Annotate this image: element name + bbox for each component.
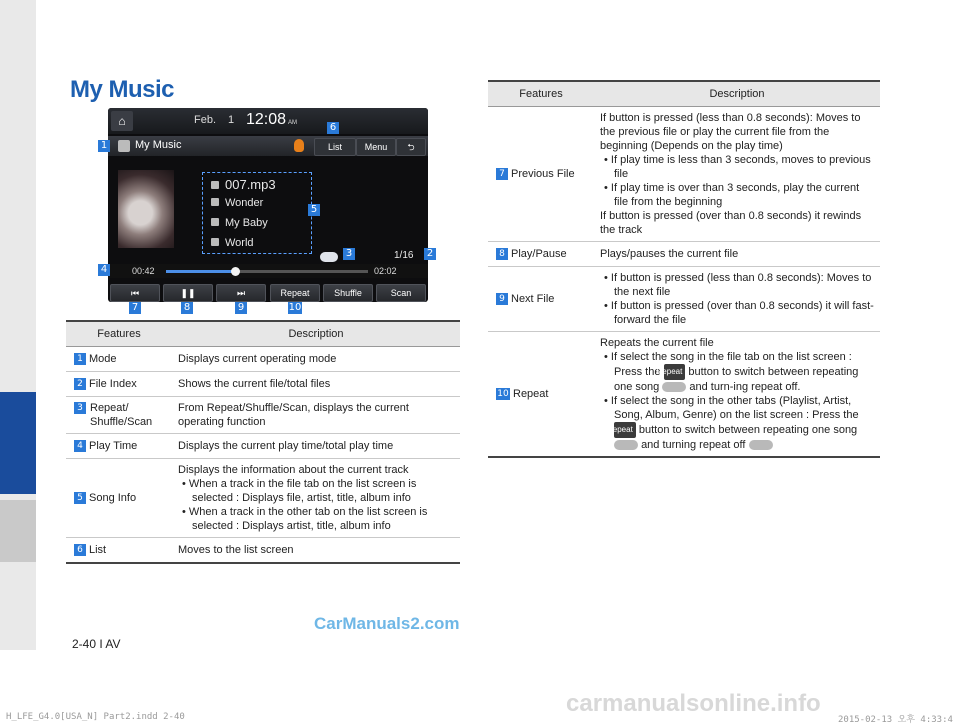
artist-icon bbox=[211, 198, 219, 206]
row-number: 6 bbox=[74, 544, 86, 556]
row-number: 9 bbox=[496, 293, 508, 305]
bullet-text: If select the song in the file tab on the list screen : Press the bbox=[610, 351, 852, 378]
feature-name: Repeat/ Shuffle/Scan bbox=[90, 402, 153, 428]
features-table-right bbox=[488, 80, 880, 458]
bullet-item: • When a track in the other tab on the list screen is selected : Displays artist, title, album info bbox=[182, 506, 428, 532]
callout-3: 3 bbox=[343, 248, 355, 260]
progress-knob[interactable] bbox=[231, 267, 240, 276]
note-icon bbox=[211, 181, 219, 189]
print-slug-right: 2015-02-13 오후 4:33:4 bbox=[838, 715, 953, 725]
bullet-text: If button is pressed (over than 0.8 seconds) it will fast-forward the file bbox=[610, 300, 874, 326]
bullet-item: • If play time is over than 3 seconds, play the current file from the beginning bbox=[604, 182, 860, 208]
repeat-off-icon bbox=[749, 440, 773, 450]
bullet-text: When a track in the other tab on the list screen is selected : Displays artist, title, album info bbox=[188, 506, 428, 532]
row-number: 1 bbox=[74, 353, 86, 365]
shuffle-status-icon bbox=[320, 252, 338, 262]
bullet-text: and turning repeat off bbox=[641, 439, 746, 451]
header-description: Description bbox=[172, 321, 460, 347]
feature-description: From Repeat/Shuffle/Scan, displays the current operating function bbox=[172, 397, 460, 434]
file-index: 1/16 bbox=[394, 250, 414, 261]
bullet-item: • If select the song in the file tab on the list screen : Press the Repeat button to switch between repeating one song and turn-ing repeat off. bbox=[604, 351, 859, 393]
callout-8: 8 bbox=[181, 302, 193, 314]
table-row bbox=[66, 434, 460, 459]
repeat-one-icon bbox=[662, 382, 686, 392]
song-file: 007.mp3 bbox=[225, 177, 276, 192]
page-title: My Music bbox=[70, 76, 175, 103]
table-header bbox=[488, 81, 880, 107]
table-header bbox=[66, 321, 460, 347]
feature-name: Song Info bbox=[89, 492, 137, 504]
bullet-text: button to switch between repeating one song bbox=[614, 365, 859, 393]
progress-fill bbox=[166, 270, 235, 273]
table-row bbox=[66, 347, 460, 372]
home-icon[interactable]: ⌂ bbox=[111, 111, 133, 131]
mode-bar bbox=[108, 136, 428, 156]
feature-name: Next File bbox=[511, 293, 555, 305]
callout-1: 1 bbox=[98, 140, 110, 152]
table-row bbox=[488, 242, 880, 267]
time-current: 00:42 bbox=[132, 266, 155, 276]
bullet-item: • If select the song in the other tabs (Playlist, Artist, Song, Album, Genre) on the list screen : Press the Repeat button to switch between repeating one song and turning repeat off bbox=[604, 395, 859, 451]
table-row bbox=[66, 538, 460, 564]
music-mode-icon bbox=[118, 140, 130, 152]
description-paragraph: If button is pressed (less than 0.8 seconds): Moves to the previous file or play the current file from the beginning (Depends on the play time) bbox=[600, 112, 861, 152]
table-row bbox=[66, 459, 460, 538]
header-features: Features bbox=[488, 81, 594, 107]
time-total: 02:02 bbox=[374, 266, 397, 276]
callout-2: 2 bbox=[424, 248, 436, 260]
chapter-tab[interactable] bbox=[0, 500, 36, 562]
header-features: Features bbox=[66, 321, 172, 347]
feature-name: Play Time bbox=[89, 440, 138, 452]
features-table-left bbox=[66, 320, 460, 564]
feature-name: Mode bbox=[89, 353, 117, 365]
row-number: 8 bbox=[496, 248, 508, 260]
row-number: 4 bbox=[74, 440, 86, 452]
pause-button[interactable]: ❚❚ bbox=[163, 284, 213, 302]
bullet-text: and turn-ing repeat off. bbox=[689, 381, 801, 393]
media-source-icon[interactable] bbox=[288, 138, 310, 154]
status-bar bbox=[108, 108, 428, 134]
menu-button[interactable]: Menu bbox=[356, 138, 396, 156]
bullet-text: If play time is less than 3 seconds, moves to previous file bbox=[610, 154, 871, 180]
callout-6: 6 bbox=[327, 122, 339, 134]
bullet-text: button to switch between repeating one song bbox=[638, 423, 858, 436]
feature-description: Shows the current file/total files bbox=[172, 372, 460, 397]
chapter-tab-active[interactable] bbox=[0, 392, 36, 494]
row-number: 3 bbox=[74, 402, 86, 414]
feature-description: Plays/pauses the current file bbox=[594, 242, 880, 267]
back-button[interactable]: ⮌ bbox=[396, 138, 426, 156]
artist: Wonder bbox=[225, 197, 264, 209]
bullet-item: • If button is pressed (over than 0.8 seconds) it will fast-forward the file bbox=[604, 300, 874, 326]
clock-ampm: AM bbox=[288, 120, 297, 126]
header-description: Description bbox=[594, 81, 880, 107]
bullet-item: • When a track in the file tab on the list screen is selected : Displays file, artist, title, album info bbox=[182, 478, 417, 504]
next-button[interactable]: ⏭ bbox=[216, 284, 266, 302]
genre: World bbox=[225, 237, 254, 249]
shuffle-button[interactable]: Shuffle bbox=[323, 284, 373, 302]
callout-9: 9 bbox=[235, 302, 247, 314]
callout-4: 4 bbox=[98, 264, 110, 276]
description-paragraph: If button is pressed (over than 0.8 seconds) it rewinds the track bbox=[600, 210, 862, 236]
watermark-bottom: carmanualsonline.info bbox=[566, 690, 821, 717]
repeat-one-icon bbox=[614, 440, 638, 450]
date-month: Feb. bbox=[194, 114, 217, 126]
album-row bbox=[211, 217, 268, 229]
date-day: 1 bbox=[228, 114, 235, 126]
file-name-row bbox=[211, 177, 276, 192]
feature-description: Moves to the list screen bbox=[172, 538, 460, 564]
feature-description: Displays the information about the current track bbox=[178, 464, 409, 476]
mode-title: My Music bbox=[135, 139, 182, 151]
row-number: 5 bbox=[74, 492, 86, 504]
clock: 12:08 bbox=[246, 111, 287, 128]
feature-name: Repeat bbox=[513, 388, 549, 400]
table-row bbox=[66, 397, 460, 434]
album-icon bbox=[211, 218, 219, 226]
watermark: CarManuals2.com bbox=[314, 614, 460, 633]
page-number: 2-40 I AV bbox=[72, 637, 121, 651]
bullet-text: If button is pressed (less than 0.8 seconds): Moves to the next file bbox=[610, 272, 872, 298]
table-row bbox=[66, 372, 460, 397]
table-row bbox=[488, 332, 880, 458]
head-unit-screen bbox=[108, 108, 428, 302]
bullet-text: When a track in the file tab on the list screen is selected : Displays file, artist, title, album info bbox=[188, 478, 417, 504]
genre-row bbox=[211, 237, 254, 249]
album-art bbox=[118, 170, 174, 248]
scan-button[interactable]: Scan bbox=[376, 284, 426, 302]
bullet-text: If play time is over than 3 seconds, play the current file from the beginning bbox=[610, 182, 860, 208]
callout-10: 10 bbox=[288, 302, 302, 313]
row-number: 2 bbox=[74, 378, 86, 390]
artist-row bbox=[211, 197, 263, 209]
table-row bbox=[488, 107, 880, 242]
list-button[interactable]: List bbox=[314, 138, 356, 156]
progress-track[interactable] bbox=[166, 270, 368, 273]
bullet-item: • If button is pressed (less than 0.8 seconds): Moves to the next file bbox=[604, 272, 872, 298]
genre-icon bbox=[211, 238, 219, 246]
row-number: 7 bbox=[496, 168, 508, 180]
album: My Baby bbox=[225, 217, 268, 229]
bullet-item: • If play time is less than 3 seconds, moves to previous file bbox=[604, 154, 871, 180]
song-info bbox=[202, 172, 312, 254]
bullet-text: If select the song in the other tabs (Playlist, Artist, Song, Album, Genre) on the list screen : Press the bbox=[610, 395, 859, 421]
print-slug-left: H_LFE_G4.0[USA_N] Part2.indd 2-40 bbox=[6, 712, 185, 722]
callout-5: 5 bbox=[308, 204, 320, 216]
table-row bbox=[488, 267, 880, 332]
feature-name: Previous File bbox=[511, 168, 575, 180]
callout-7: 7 bbox=[129, 302, 141, 314]
repeat-tag: Repeat bbox=[664, 364, 686, 380]
feature-description: Displays the current play time/total play time bbox=[172, 434, 460, 459]
feature-description: Displays current operating mode bbox=[172, 347, 460, 372]
repeat-button[interactable]: Repeat bbox=[270, 284, 320, 302]
play-time-bar bbox=[108, 264, 428, 278]
previous-button[interactable]: ⏮ bbox=[110, 284, 160, 302]
description-paragraph: Repeats the current file bbox=[600, 337, 714, 349]
feature-name: Play/Pause bbox=[511, 248, 567, 260]
feature-name: File Index bbox=[89, 378, 137, 390]
repeat-tag: Repeat bbox=[614, 422, 636, 438]
feature-name: List bbox=[89, 544, 107, 556]
row-number: 10 bbox=[497, 389, 509, 400]
